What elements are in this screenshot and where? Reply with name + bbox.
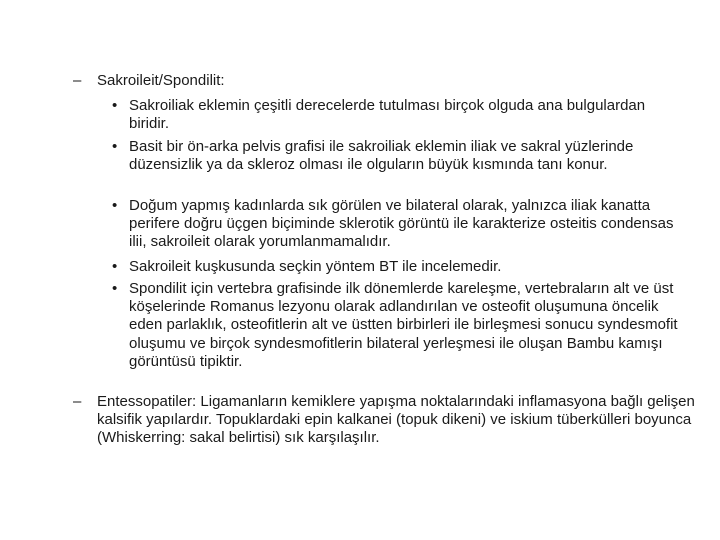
dot-bullet-icon: • — [112, 138, 118, 155]
sub-item-text: Sakroileit kuşkusunda seçkin yöntem BT ile incelemedir. — [129, 258, 502, 275]
item-text: Entessopatiler: Ligamanların kemiklere yapışma noktalarındaki inflamasyona bağlı gelişen kalsifik yapılardır. Topuklardaki epin kalkanei (topuk dikeni) ve iskium tüberkülleri boyunca (Whiskerring: sakal belirtisi) sık karşılaşılır. — [97, 393, 695, 447]
sub-item-sakroiliak-tutulum — [112, 97, 689, 133]
list-item-sakroileit-spondilit — [73, 72, 697, 90]
dot-bullet-icon: • — [112, 97, 118, 114]
sub-item-text: Sakroiliak eklemin çeşitli derecelerde tutulması birçok olguda ana bulgulardan biridir. — [129, 97, 646, 133]
sub-item-spondilit-grafisi — [112, 280, 689, 371]
sub-item-text: Basit bir ön-arka pelvis grafisi ile sakroiliak eklemin iliak ve sakral yüzlerinde düzensizlik ya da skleroz olması ile olguların büyük kısmında tanı konur. — [129, 138, 634, 174]
item-text: Sakroileit/Spondilit: — [97, 72, 225, 89]
list-item-entessopatiler — [73, 393, 697, 448]
sub-item-text: Doğum yapmış kadınlarda sık görülen ve bilateral olarak, yalnızca iliak kanatta perifere doğru üçgen biçiminde sklerotik görüntü ile karakterize osteitis condensas ilii, sakroileit olarak yorumlanmamalıdır. — [129, 197, 674, 251]
sub-item-pelvis-grafisi — [112, 138, 689, 174]
dot-bullet-icon: • — [112, 197, 118, 214]
dash-bullet-icon: – — [73, 393, 82, 410]
dot-bullet-icon: • — [112, 258, 118, 275]
sub-item-osteitis-condensas — [112, 197, 689, 252]
sub-item-text: Spondilit için vertebra grafisinde ilk dönemlerde kareleşme, vertebraların alt ve üst köşelerinde Romanus lezyonu olarak adlandırılan ve osteofit oluşumuna öncelik eden parlaklık, osteofitlerin alt ve üstten birbirleri ile birleşmesi sonucu syndesmofit oluşumu ve birçok syndesmofitlerin bilateral yerleşmesi ile oluşan Bambu kamışı görüntüsü tipiktir. — [129, 280, 678, 370]
dot-bullet-icon: • — [112, 280, 118, 297]
dash-bullet-icon: – — [73, 72, 82, 89]
sub-item-bt-inceleme — [112, 258, 689, 276]
